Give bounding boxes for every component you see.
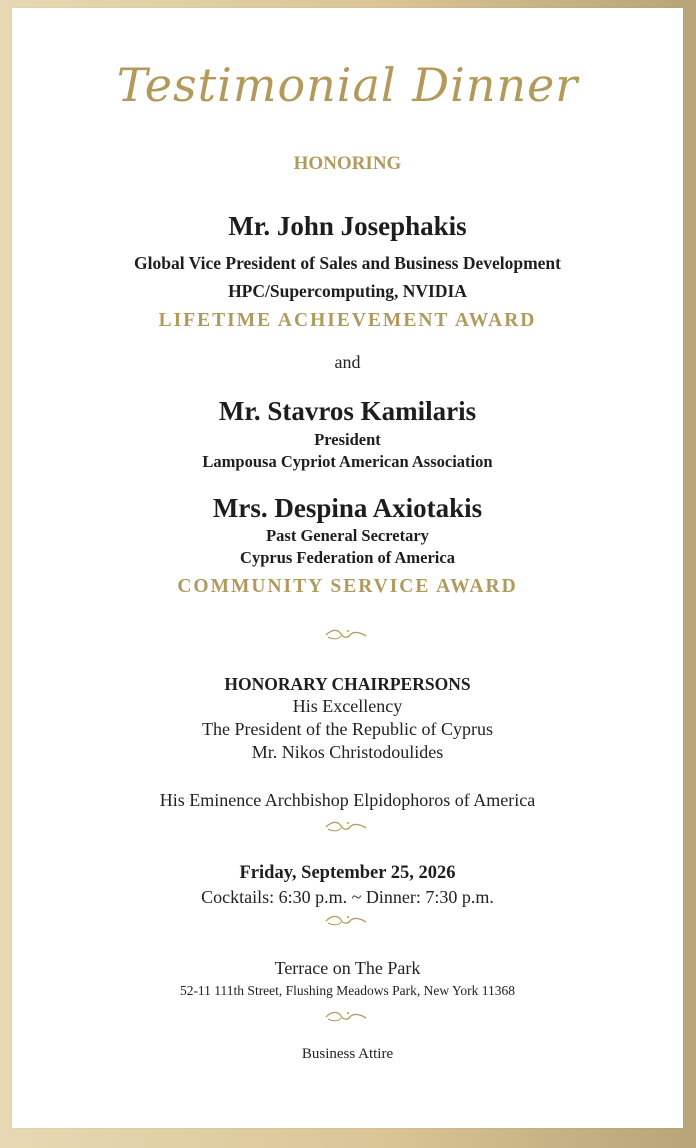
honoring-label: HONORING	[293, 153, 402, 174]
flourish-divider-icon	[324, 914, 368, 928]
flourish-divider-icon	[324, 1010, 368, 1024]
flourish-divider-icon	[324, 628, 368, 642]
honoree3-name: Mrs. Despina Axiotakis	[212, 493, 483, 523]
honoree2-title-line1: President	[314, 430, 381, 449]
chairpersons-heading: HONORARY CHAIRPERSONS	[224, 674, 471, 694]
event-title: Testimonial Dinner	[116, 58, 579, 112]
honoree1-title-line2: HPC/Supercomputing, NVIDIA	[228, 281, 467, 301]
dress-code: Business Attire	[301, 1046, 394, 1062]
venue-name: Terrace on The Park	[274, 958, 421, 978]
chairpersons-line2: The President of the Republic of Cyprus	[202, 719, 493, 739]
community-service-award: COMMUNITY SERVICE AWARD	[177, 576, 518, 597]
honoree1-name: Mr. John Josephakis	[228, 211, 467, 241]
venue-address: 52-11 111th Street, Flushing Meadows Park, New York 11368	[179, 983, 516, 998]
chairpersons-line1: His Excellency	[292, 696, 403, 716]
chairpersons-line3: Mr. Nikos Christodoulides	[251, 742, 444, 762]
event-date: Friday, September 25, 2026	[239, 863, 456, 883]
invitation-card	[12, 8, 683, 1128]
honoree2-name: Mr. Stavros Kamilaris	[218, 396, 477, 426]
honoree3-title-line1: Past General Secretary	[266, 526, 429, 545]
honoree2-title-line2: Lampousa Cypriot American Association	[202, 452, 493, 471]
event-times: Cocktails: 6:30 p.m. ~ Dinner: 7:30 p.m.	[201, 887, 494, 907]
honoree3-title-line2: Cyprus Federation of America	[240, 548, 455, 567]
honoree1-title-line1: Global Vice President of Sales and Business Development	[134, 253, 561, 273]
lifetime-achievement-award: LIFETIME ACHIEVEMENT AWARD	[158, 310, 537, 331]
conjunction-and: and	[334, 352, 361, 372]
flourish-divider-icon	[324, 820, 368, 834]
chairpersons-line4: His Eminence Archbishop Elpidophoros of America	[159, 790, 536, 810]
